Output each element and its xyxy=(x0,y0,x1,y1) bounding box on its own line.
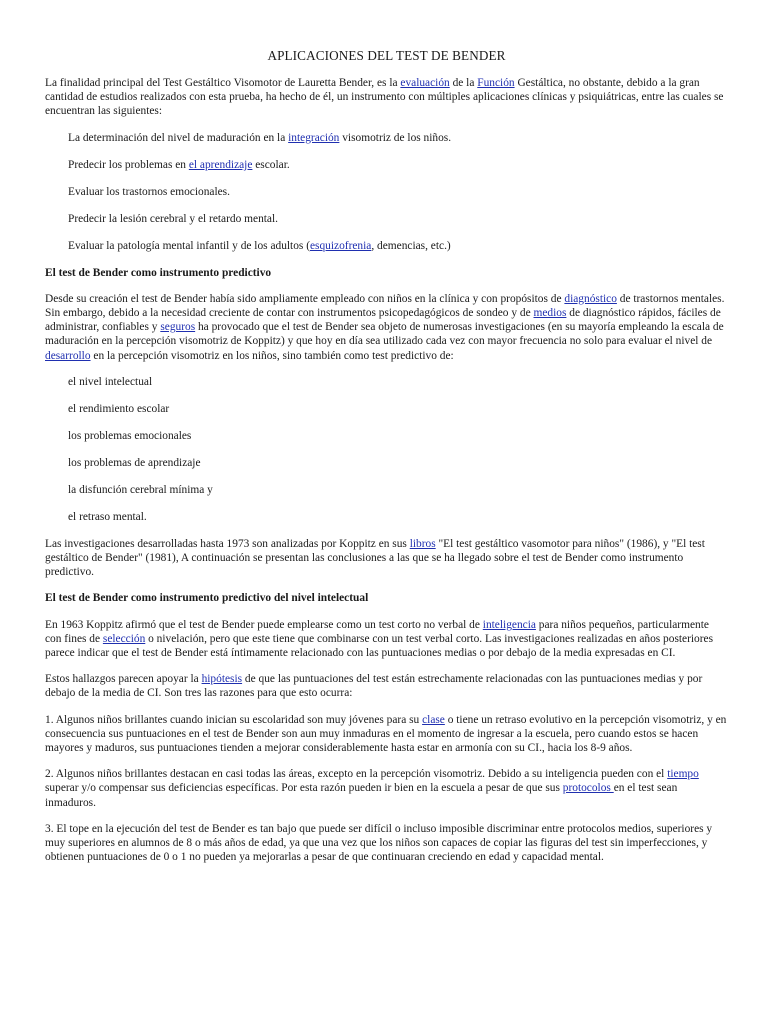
inline-link[interactable]: tiempo xyxy=(667,768,699,781)
list-item: el nivel intelectual xyxy=(68,375,153,388)
text-run: , demencias, etc.) xyxy=(371,239,451,252)
text-run: 2. Algunos niños brillantes destacan en casi todas las áreas, excepto en la percepción visomotriz. Debido a su inteligencia pueden con el xyxy=(45,768,668,781)
text-run: visomotriz de los niños. xyxy=(339,131,452,144)
text-run: Desde su creación el test de Bender había sido ampliamente empleado con niños en la clínica y con propósitos de xyxy=(45,292,565,305)
reason-1-paragraph xyxy=(45,713,728,756)
text-run: La finalidad principal del Test Gestáltico Visomotor de Lauretta Bender, es la xyxy=(45,77,401,89)
text-run: para niños pequeños, particularmente con fines de xyxy=(45,618,709,645)
list-item: los problemas de aprendizaje xyxy=(68,456,201,469)
inline-link[interactable]: seguros xyxy=(160,321,196,334)
text-run: o tiene un retraso evolutivo en la percepción visomotriz, y en consecuencia sus puntuaciones en el test de Bender son aun muy inmaduras en el momento de ingresar a la escuela, pero cuando estos se hacen mayores y maduros, sus puntuaciones tienden a mejorar considerablemente hasta estar en armonía con su CI., hacia los 8-9 años. xyxy=(45,713,727,755)
reason-2-paragraph xyxy=(45,767,728,810)
list-item: los problemas emocionales xyxy=(68,429,192,442)
text-run: Gestáltica, no obstante, debido a la gran cantidad de estudios realizados con esta prueba, ha hecho de él, un instrumento con múltiples aplicaciones clínicas y psiquiátricas, entre las cuales se encuentran las siguientes: xyxy=(45,77,724,118)
list-item: la disfunción cerebral mínima y xyxy=(68,483,213,496)
section-heading-predictive: El test de Bender como instrumento predictivo xyxy=(45,266,272,279)
text-run: Evaluar los trastornos emocionales. xyxy=(68,185,230,198)
intro-paragraph xyxy=(45,76,728,119)
inline-link[interactable]: evaluación xyxy=(400,77,450,89)
list-item xyxy=(68,239,728,253)
text-run: "El test gestáltico vasomotor para niños" (1986), y "El test gestáltico de Bender" (1981), A continuación se presentan las conclusiones a las que se ha llegado sobre el test de Bender como instrumento predictivo. xyxy=(45,537,705,579)
inline-link[interactable]: clase xyxy=(422,713,445,726)
document-title: APLICACIONES DEL TEST DE BENDER xyxy=(267,48,506,63)
text-run: de diagnóstico rápidos, fáciles de administrar, confiables y xyxy=(45,307,721,334)
section1-paragraph-1 xyxy=(45,292,728,363)
text-run: Predecir la lesión cerebral y el retardo mental. xyxy=(68,212,278,225)
text-run: en la percepción visomotriz en los niños, sino también como test predictivo de: xyxy=(90,349,454,362)
inline-link[interactable]: hipótesis xyxy=(201,673,243,686)
predictors-list xyxy=(45,375,728,524)
text-run: ha provocado que el test de Bender sea objeto de numerosas investigaciones (en su mayoría empleando la escala de maduración en la percepción visomotriz de Koppitz) y que hoy en día sea utilizado cada vez con mayor frecuencia no solo para evaluar el nivel de xyxy=(45,321,724,348)
list-item xyxy=(68,131,728,145)
inline-link[interactable]: desarrollo xyxy=(45,349,91,362)
inline-link[interactable]: esquizofrenia xyxy=(309,239,372,252)
inline-link[interactable]: protocolos xyxy=(562,782,614,795)
text-run: superar y/o compensar sus deficiencias específicas. Por esta razón pueden ir bien en la escuela a pesar de que sus xyxy=(45,782,563,795)
reason-3-paragraph xyxy=(45,822,728,865)
inline-link[interactable]: diagnóstico xyxy=(564,292,617,305)
text-run: de trastornos mentales. Sin embargo, debido a la necesidad creciente de contar con instrumentos psicopedagógicos de sondeo y de xyxy=(45,292,725,320)
list-item xyxy=(68,212,728,226)
list-item: el retraso mental. xyxy=(68,510,147,523)
text-run: de que las puntuaciones del test están estrechamente relacionadas con las puntuaciones medias y por debajo de la media de CI. Son tres las razones para que esto ocurra: xyxy=(45,673,703,700)
text-run: Predecir los problemas en xyxy=(68,158,189,171)
inline-link[interactable]: inteligencia xyxy=(482,618,536,631)
section2-paragraph-2 xyxy=(45,672,728,700)
text-run: escolar. xyxy=(252,158,290,171)
list-item xyxy=(68,158,728,172)
text-run: en el test sean inmaduros. xyxy=(45,782,678,809)
text-run: La determinación del nivel de maduración en la xyxy=(68,131,289,144)
section2-paragraph-1 xyxy=(45,618,728,661)
text-run: 1. Algunos niños brillantes cuando inician su escolaridad son muy jóvenes para su xyxy=(45,713,423,726)
section-heading-intellectual: El test de Bender como instrumento predictivo del nivel intelectual xyxy=(45,592,369,605)
text-run: 3. El tope en la ejecución del test de Bender es tan bajo que puede ser difícil o incluso imposible discriminar entre protocolos medios, superiores y muy superiores en alumnos de 8 o más años de edad, ya que una vez que los niños son capaces de copiar las figuras del test sin imperfecciones, y obtienen puntuaciones de 0 o 1 no pueden ya mejorarlas a pesar de que continuaran creciendo en edad y capacidad mental. xyxy=(45,822,713,864)
text-run: Estos hallazgos parecen apoyar la xyxy=(45,673,202,686)
applications-list xyxy=(45,131,728,253)
text-run: de la xyxy=(449,77,478,89)
document-page xyxy=(45,48,728,876)
inline-link[interactable]: medios xyxy=(533,307,567,320)
section1-paragraph-2 xyxy=(45,537,728,580)
list-item xyxy=(68,185,728,199)
text-run: Evaluar la patología mental infantil y de los adultos ( xyxy=(68,239,310,252)
inline-link[interactable]: libros xyxy=(409,537,436,550)
inline-link[interactable]: selección xyxy=(102,632,146,645)
inline-link[interactable]: integración xyxy=(288,131,340,144)
inline-link[interactable]: Función xyxy=(477,77,515,89)
text-run: Las investigaciones desarrolladas hasta 1973 son analizadas por Koppitz en sus xyxy=(45,537,410,550)
inline-link[interactable]: el aprendizaje xyxy=(188,158,253,171)
text-run: o nivelación, pero que este tiene que combinarse con un test verbal corto. Las investigaciones realizadas en años posteriores parece indicar que el test de Bender está íntimamente relacionado con las puntuaciones medias o por debajo de la media expresadas en CI. xyxy=(45,632,714,660)
list-item: el rendimiento escolar xyxy=(68,402,170,415)
text-run: En 1963 Koppitz afirmó que el test de Bender puede emplearse como un test corto no verbal de xyxy=(45,618,483,631)
